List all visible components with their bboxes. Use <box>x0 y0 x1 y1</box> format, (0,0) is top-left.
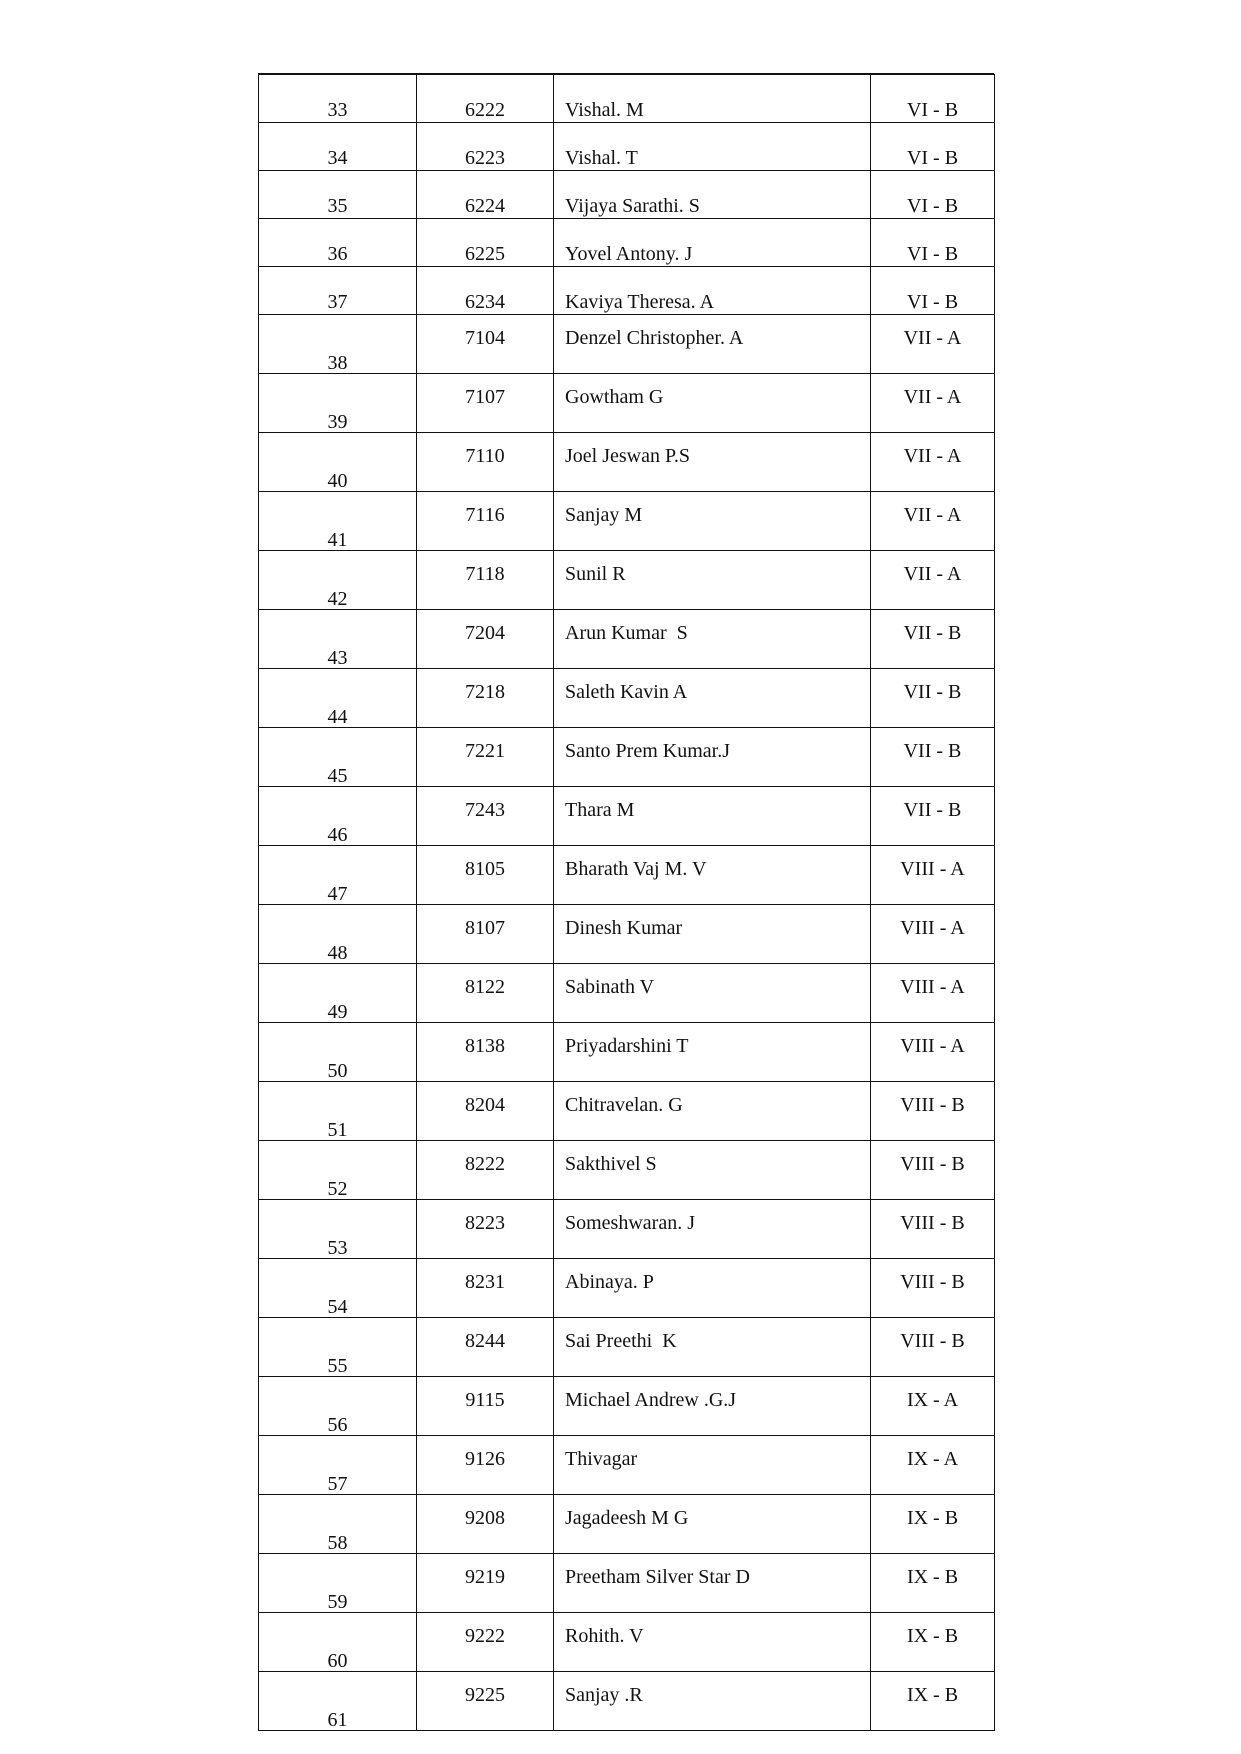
class-section-cell: VIII - A <box>871 964 995 1023</box>
student-name-cell: Vishal. T <box>554 123 871 171</box>
student-name-cell: Someshwaran. J <box>554 1200 871 1259</box>
serial-number-cell: 48 <box>259 905 417 964</box>
admission-number-cell: 9219 <box>417 1554 554 1613</box>
class-section-cell: IX - B <box>871 1495 995 1554</box>
table-row <box>259 964 995 1023</box>
student-name-cell: Bharath Vaj M. V <box>554 846 871 905</box>
serial-number-cell: 60 <box>259 1613 417 1672</box>
serial-number-cell: 41 <box>259 492 417 551</box>
table-row <box>259 267 995 315</box>
serial-number-cell: 38 <box>259 315 417 374</box>
student-name-cell: Dinesh Kumar <box>554 905 871 964</box>
admission-number-cell: 8204 <box>417 1082 554 1141</box>
class-section-cell: IX - B <box>871 1613 995 1672</box>
table-row <box>259 846 995 905</box>
table-row <box>259 551 995 610</box>
serial-number-cell: 34 <box>259 123 417 171</box>
student-name-cell: Thara M <box>554 787 871 846</box>
student-name-cell: Preetham Silver Star D <box>554 1554 871 1613</box>
student-name-cell: Sanjay .R <box>554 1672 871 1731</box>
class-section-cell: VII - A <box>871 433 995 492</box>
table-row <box>259 374 995 433</box>
student-name-cell: Sunil R <box>554 551 871 610</box>
serial-number-cell: 36 <box>259 219 417 267</box>
class-section-cell: VIII - B <box>871 1082 995 1141</box>
class-section-cell: VIII - A <box>871 1023 995 1082</box>
table-row <box>259 1259 995 1318</box>
class-section-cell: VI - B <box>871 75 995 123</box>
student-name-cell: Thivagar <box>554 1436 871 1495</box>
serial-number-cell: 54 <box>259 1259 417 1318</box>
serial-number-cell: 39 <box>259 374 417 433</box>
serial-number-cell: 61 <box>259 1672 417 1731</box>
student-name-cell: Joel Jeswan P.S <box>554 433 871 492</box>
admission-number-cell: 7116 <box>417 492 554 551</box>
serial-number-cell: 49 <box>259 964 417 1023</box>
serial-number-cell: 44 <box>259 669 417 728</box>
serial-number-cell: 35 <box>259 171 417 219</box>
admission-number-cell: 9225 <box>417 1672 554 1731</box>
student-name-cell: Abinaya. P <box>554 1259 871 1318</box>
admission-number-cell: 8222 <box>417 1141 554 1200</box>
class-section-cell: VIII - B <box>871 1259 995 1318</box>
admission-number-cell: 8122 <box>417 964 554 1023</box>
serial-number-cell: 40 <box>259 433 417 492</box>
serial-number-cell: 55 <box>259 1318 417 1377</box>
class-section-cell: IX - B <box>871 1554 995 1613</box>
student-name-cell: Gowtham G <box>554 374 871 433</box>
student-name-cell: Saleth Kavin A <box>554 669 871 728</box>
student-name-cell: Vishal. M <box>554 75 871 123</box>
class-section-cell: VIII - B <box>871 1318 995 1377</box>
class-section-cell: VIII - B <box>871 1200 995 1259</box>
admission-number-cell: 8107 <box>417 905 554 964</box>
table-row <box>259 1672 995 1731</box>
serial-number-cell: 58 <box>259 1495 417 1554</box>
serial-number-cell: 57 <box>259 1436 417 1495</box>
serial-number-cell: 46 <box>259 787 417 846</box>
table-row <box>259 1495 995 1554</box>
table-row <box>259 1200 995 1259</box>
admission-number-cell: 7221 <box>417 728 554 787</box>
class-section-cell: VII - B <box>871 787 995 846</box>
serial-number-cell: 56 <box>259 1377 417 1436</box>
admission-number-cell: 7218 <box>417 669 554 728</box>
table-row <box>259 1318 995 1377</box>
class-section-cell: VIII - A <box>871 846 995 905</box>
class-section-cell: VII - A <box>871 315 995 374</box>
table-row <box>259 610 995 669</box>
admission-number-cell: 8231 <box>417 1259 554 1318</box>
class-section-cell: VII - B <box>871 669 995 728</box>
class-section-cell: VIII - B <box>871 1141 995 1200</box>
class-section-cell: VI - B <box>871 219 995 267</box>
admission-number-cell: 8223 <box>417 1200 554 1259</box>
table-row <box>259 171 995 219</box>
roster-body <box>259 75 995 1731</box>
table-row <box>259 1082 995 1141</box>
table-row <box>259 669 995 728</box>
serial-number-cell: 43 <box>259 610 417 669</box>
table-row <box>259 728 995 787</box>
student-name-cell: Vijaya Sarathi. S <box>554 171 871 219</box>
table-row <box>259 75 995 123</box>
table-row <box>259 905 995 964</box>
admission-number-cell: 7107 <box>417 374 554 433</box>
student-name-cell: Sabinath V <box>554 964 871 1023</box>
admission-number-cell: 7110 <box>417 433 554 492</box>
admission-number-cell: 9126 <box>417 1436 554 1495</box>
admission-number-cell: 7243 <box>417 787 554 846</box>
class-section-cell: VII - A <box>871 551 995 610</box>
student-name-cell: Michael Andrew .G.J <box>554 1377 871 1436</box>
student-name-cell: Yovel Antony. J <box>554 219 871 267</box>
admission-number-cell: 6224 <box>417 171 554 219</box>
admission-number-cell: 6225 <box>417 219 554 267</box>
student-name-cell: Chitravelan. G <box>554 1082 871 1141</box>
class-section-cell: VII - A <box>871 374 995 433</box>
admission-number-cell: 9115 <box>417 1377 554 1436</box>
student-name-cell: Kaviya Theresa. A <box>554 267 871 315</box>
student-roster-table <box>258 74 995 1731</box>
class-section-cell: VI - B <box>871 123 995 171</box>
student-name-cell: Arun Kumar S <box>554 610 871 669</box>
serial-number-cell: 51 <box>259 1082 417 1141</box>
student-name-cell: Rohith. V <box>554 1613 871 1672</box>
serial-number-cell: 42 <box>259 551 417 610</box>
table-row <box>259 123 995 171</box>
table-row <box>259 219 995 267</box>
admission-number-cell: 9208 <box>417 1495 554 1554</box>
class-section-cell: IX - A <box>871 1436 995 1495</box>
admission-number-cell: 7118 <box>417 551 554 610</box>
student-name-cell: Sakthivel S <box>554 1141 871 1200</box>
serial-number-cell: 37 <box>259 267 417 315</box>
class-section-cell: VII - A <box>871 492 995 551</box>
admission-number-cell: 8138 <box>417 1023 554 1082</box>
admission-number-cell: 6223 <box>417 123 554 171</box>
serial-number-cell: 50 <box>259 1023 417 1082</box>
student-name-cell: Santo Prem Kumar.J <box>554 728 871 787</box>
table-row <box>259 1023 995 1082</box>
table-row <box>259 1613 995 1672</box>
table-row <box>259 433 995 492</box>
student-name-cell: Denzel Christopher. A <box>554 315 871 374</box>
table-row <box>259 787 995 846</box>
serial-number-cell: 33 <box>259 75 417 123</box>
admission-number-cell: 8244 <box>417 1318 554 1377</box>
admission-number-cell: 9222 <box>417 1613 554 1672</box>
table-row <box>259 315 995 374</box>
table-row <box>259 492 995 551</box>
table-row <box>259 1377 995 1436</box>
admission-number-cell: 7104 <box>417 315 554 374</box>
admission-number-cell: 6222 <box>417 75 554 123</box>
admission-number-cell: 7204 <box>417 610 554 669</box>
table-row <box>259 1554 995 1613</box>
student-name-cell: Sanjay M <box>554 492 871 551</box>
serial-number-cell: 53 <box>259 1200 417 1259</box>
table-row <box>259 1141 995 1200</box>
class-section-cell: IX - A <box>871 1377 995 1436</box>
serial-number-cell: 47 <box>259 846 417 905</box>
class-section-cell: IX - B <box>871 1672 995 1731</box>
class-section-cell: VIII - A <box>871 905 995 964</box>
table-row <box>259 1436 995 1495</box>
admission-number-cell: 8105 <box>417 846 554 905</box>
class-section-cell: VI - B <box>871 267 995 315</box>
student-name-cell: Sai Preethi K <box>554 1318 871 1377</box>
class-section-cell: VII - B <box>871 728 995 787</box>
serial-number-cell: 52 <box>259 1141 417 1200</box>
class-section-cell: VI - B <box>871 171 995 219</box>
admission-number-cell: 6234 <box>417 267 554 315</box>
student-name-cell: Priyadarshini T <box>554 1023 871 1082</box>
class-section-cell: VII - B <box>871 610 995 669</box>
student-name-cell: Jagadeesh M G <box>554 1495 871 1554</box>
serial-number-cell: 59 <box>259 1554 417 1613</box>
serial-number-cell: 45 <box>259 728 417 787</box>
